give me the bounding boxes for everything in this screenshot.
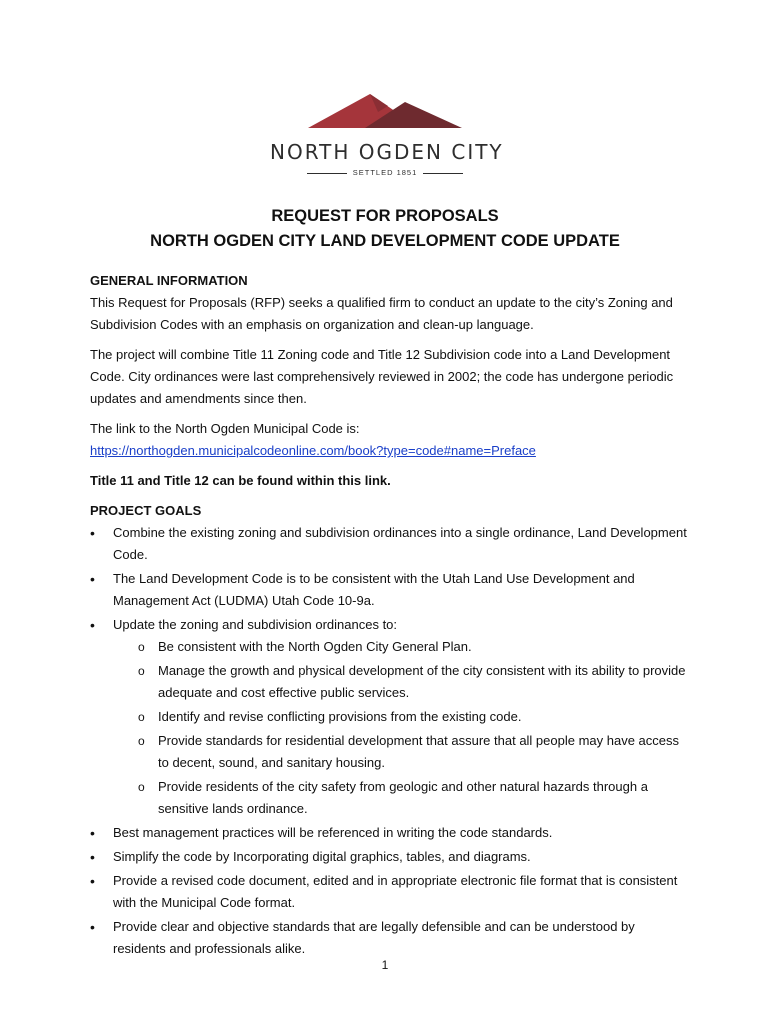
general-paragraph-1: This Request for Proposals (RFP) seeks a qualified firm to conduct an update to the city’s Zoning and Subdivision Codes with an emphasis on organization and clean-up language. (90, 295, 673, 332)
goal-item-text: Update the zoning and subdivision ordinances to: (113, 617, 398, 632)
municipal-code-link-wrap (90, 440, 690, 462)
project-goals-list (90, 522, 690, 960)
general-paragraph-3: The link to the North Ogden Municipal Code is: (90, 421, 360, 436)
goal-item: • The Land Development Code is to be consistent with the Utah Land Use Development and Management Act (LUDMA) Utah Code 10-9a. (90, 568, 690, 612)
goal-item: • Best management practices will be referenced in writing the code standards. (90, 822, 690, 844)
city-logo-wordmark: NORTH OGDEN CITY (270, 140, 504, 164)
project-goals-heading: PROJECT GOALS (90, 503, 202, 518)
goal-item: • Provide clear and objective standards that are legally defensible and can be understood by residents and professionals alike. (90, 916, 690, 960)
goal-subitem: o Manage the growth and physical development of the city consistent with its ability to provide adequate and cost effective public services. (113, 660, 690, 704)
goal-item: • Combine the existing zoning and subdivision ordinances into a single ordinance, Land Development Code. (90, 522, 690, 566)
mountain-logo-icon (270, 88, 500, 130)
city-logo-settled: SETTLED 1851 (270, 168, 500, 177)
goal-item: • Simplify the code by Incorporating digital graphics, tables, and diagrams. (90, 846, 690, 868)
goal-subitem: o Provide standards for residential development that assure that all people may have access to decent, sound, and sanitary housing. (113, 730, 690, 774)
goal-subitem: o Be consistent with the North Ogden City General Plan. (113, 636, 690, 658)
goal-subitem: o Identify and revise conflicting provisions from the existing code. (113, 706, 690, 728)
document-title: REQUEST FOR PROPOSALS (271, 207, 499, 225)
goal-item-with-subitems (90, 614, 690, 820)
goal-item: • Provide a revised code document, edited and in appropriate electronic file format that is consistent with the Municipal Code format. (90, 870, 690, 914)
goal-sublist (113, 636, 690, 820)
municipal-code-link[interactable]: https://northogden.municipalcodeonline.com/book?type=code#name=Preface (90, 443, 536, 458)
city-logo (270, 88, 504, 188)
general-paragraph-2: The project will combine Title 11 Zoning code and Title 12 Subdivision code into a Land Development Code. City ordinances were last comprehensively reviewed in 2002; the code has undergone periodic updates and amendments since then. (90, 347, 674, 406)
goal-subitem: o Provide residents of the city safety from geologic and other natural hazards through a sensitive lands ordinance. (113, 776, 690, 820)
general-paragraph-4: Title 11 and Title 12 can be found within this link. (90, 473, 391, 488)
document-body (90, 270, 690, 962)
general-information-heading: GENERAL INFORMATION (90, 273, 248, 288)
document-subtitle: NORTH OGDEN CITY LAND DEVELOPMENT CODE UPDATE (150, 232, 620, 250)
page-number: 1 (381, 958, 389, 972)
